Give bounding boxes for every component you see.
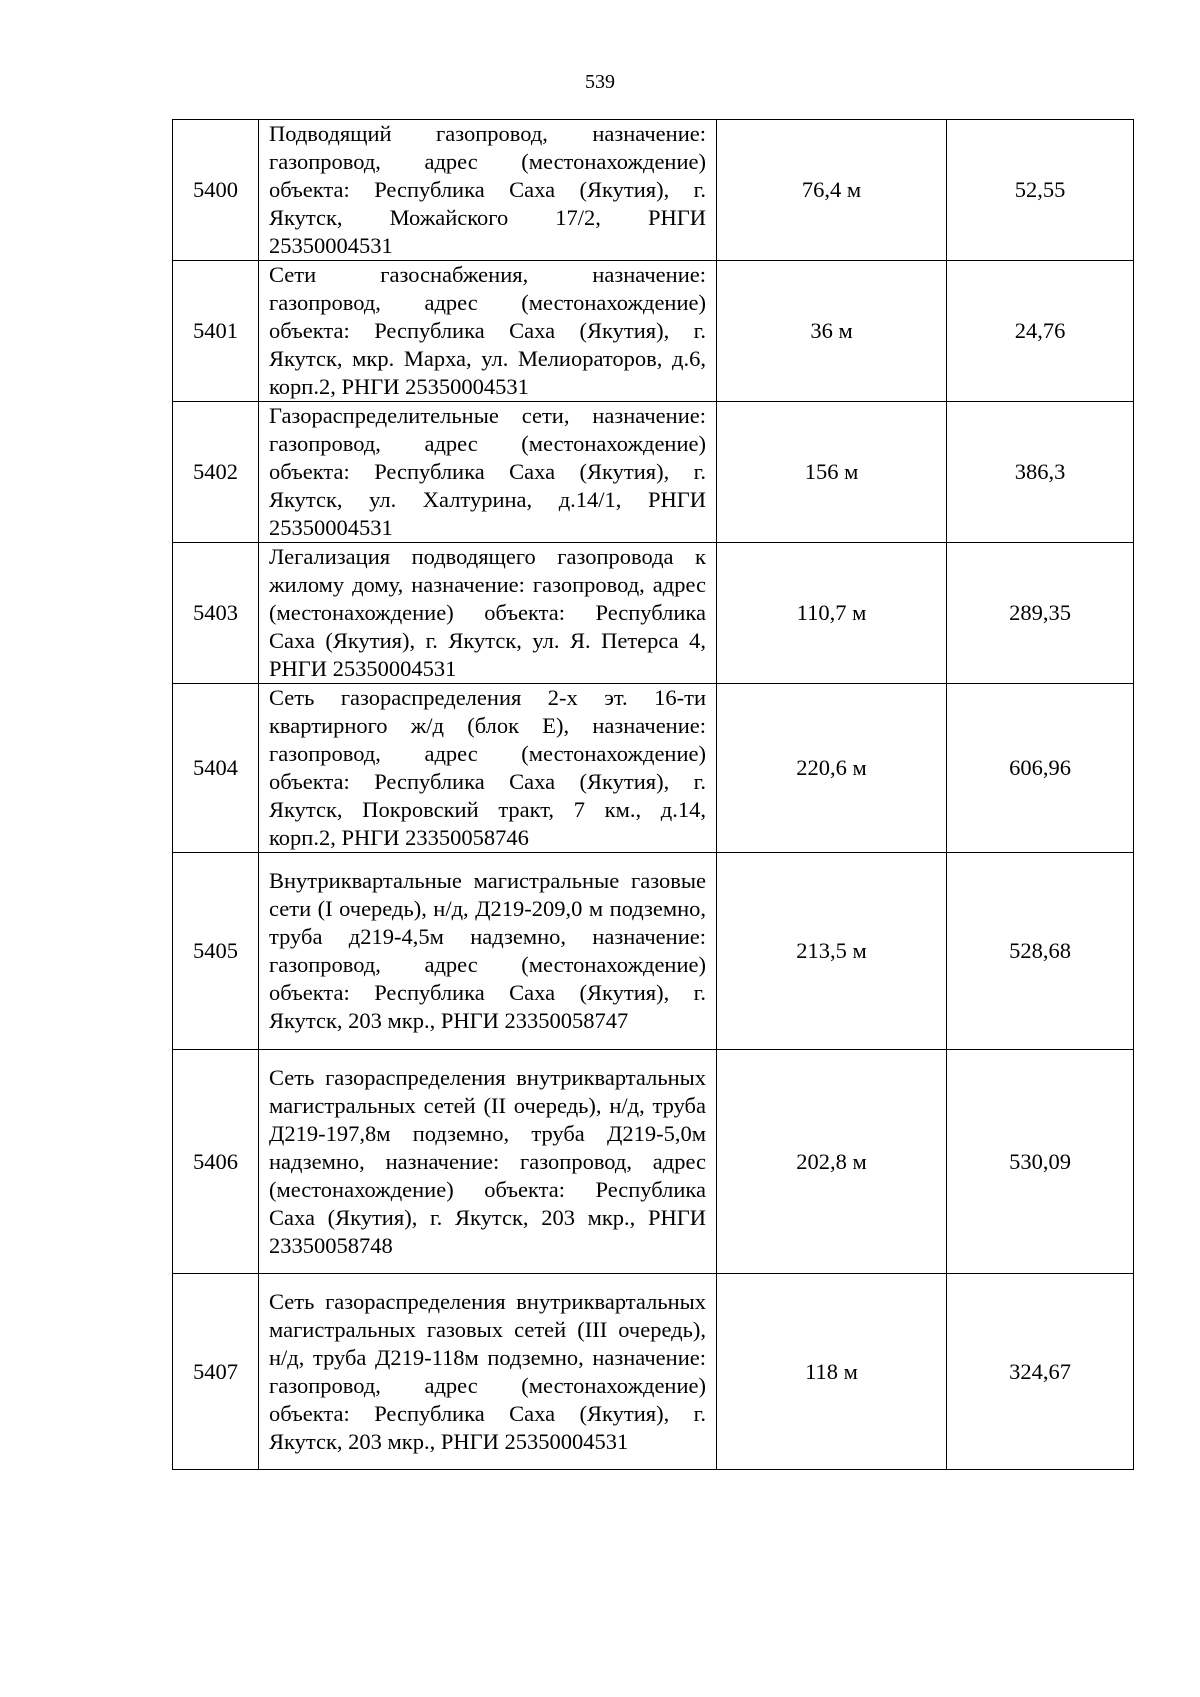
table-row [173,402,1134,543]
row-description: Сеть газораспределения внутриквартальных магистральных газовых сетей (III очередь), н/д, труба Д219-118м подземно, назначение: газопровод, адрес (местонахождение) объекта: Республика Саха (Якутия), г. Якутск, 203 мкр., РНГИ 25350004531 [259,1274,717,1470]
row-number: 5404 [173,684,259,853]
table-row [173,1274,1134,1470]
row-number: 5406 [173,1050,259,1274]
row-number: 5403 [173,543,259,684]
row-number: 5402 [173,402,259,543]
row-length: 76,4 м [717,120,947,261]
row-value: 289,35 [947,543,1134,684]
row-description: Газораспределительные сети, назначение: газопровод, адрес (местонахождение) объекта: Республика Саха (Якутия), г. Якутск, ул. Халтурина, д.14/1, РНГИ 25350004531 [259,402,717,543]
row-number: 5407 [173,1274,259,1470]
row-length: 156 м [717,402,947,543]
table-row [173,1050,1134,1274]
row-description: Сеть газораспределения внутриквартальных магистральных сетей (II очередь), н/д, труба Д219-197,8м подземно, труба Д219-5,0м надземно, назначение: газопровод, адрес (местонахождение) объекта: Республика Саха (Якутия), г. Якутск, 203 мкр., РНГИ 23350058748 [259,1050,717,1274]
row-value: 386,3 [947,402,1134,543]
row-length: 220,6 м [717,684,947,853]
row-value: 324,67 [947,1274,1134,1470]
table-row [173,853,1134,1050]
row-number: 5405 [173,853,259,1050]
row-description: Сети газоснабжения, назначение: газопровод, адрес (местонахождение) объекта: Республика Саха (Якутия), г. Якутск, мкр. Марха, ул. Мелиораторов, д.6, корп.2, РНГИ 25350004531 [259,261,717,402]
row-description: Подводящий газопровод, назначение: газопровод, адрес (местонахождение) объекта: Республика Саха (Якутия), г. Якутск, Можайского 17/2, РНГИ 25350004531 [259,120,717,261]
row-length: 118 м [717,1274,947,1470]
table-row [173,261,1134,402]
table-row [173,684,1134,853]
row-description: Сеть газораспределения 2-х эт. 16-ти квартирного ж/д (блок Е), назначение: газопровод, адрес (местонахождение) объекта: Республика Саха (Якутия), г. Якутск, Покровский тракт, 7 км., д.14, корп.2, РНГИ 23350058746 [259,684,717,853]
row-length: 36 м [717,261,947,402]
row-value: 530,09 [947,1050,1134,1274]
row-number: 5400 [173,120,259,261]
row-value: 528,68 [947,853,1134,1050]
table-row [173,543,1134,684]
row-value: 52,55 [947,120,1134,261]
table-row [173,120,1134,261]
row-length: 202,8 м [717,1050,947,1274]
row-description: Внутриквартальные магистральные газовые сети (I очередь), н/д, Д219-209,0 м подземно, труба д219-4,5м надземно, назначение: газопровод, адрес (местонахождение) объекта: Республика Саха (Якутия), г. Якутск, 203 мкр., РНГИ 23350058747 [259,853,717,1050]
row-length: 213,5 м [717,853,947,1050]
row-length: 110,7 м [717,543,947,684]
row-value: 606,96 [947,684,1134,853]
row-number: 5401 [173,261,259,402]
property-table [172,119,1134,1470]
page-number: 539 [585,71,615,93]
row-description: Легализация подводящего газопровода к жилому дому, назначение: газопровод, адрес (местонахождение) объекта: Республика Саха (Якутия), г. Якутск, ул. Я. Петерса 4, РНГИ 25350004531 [259,543,717,684]
row-value: 24,76 [947,261,1134,402]
